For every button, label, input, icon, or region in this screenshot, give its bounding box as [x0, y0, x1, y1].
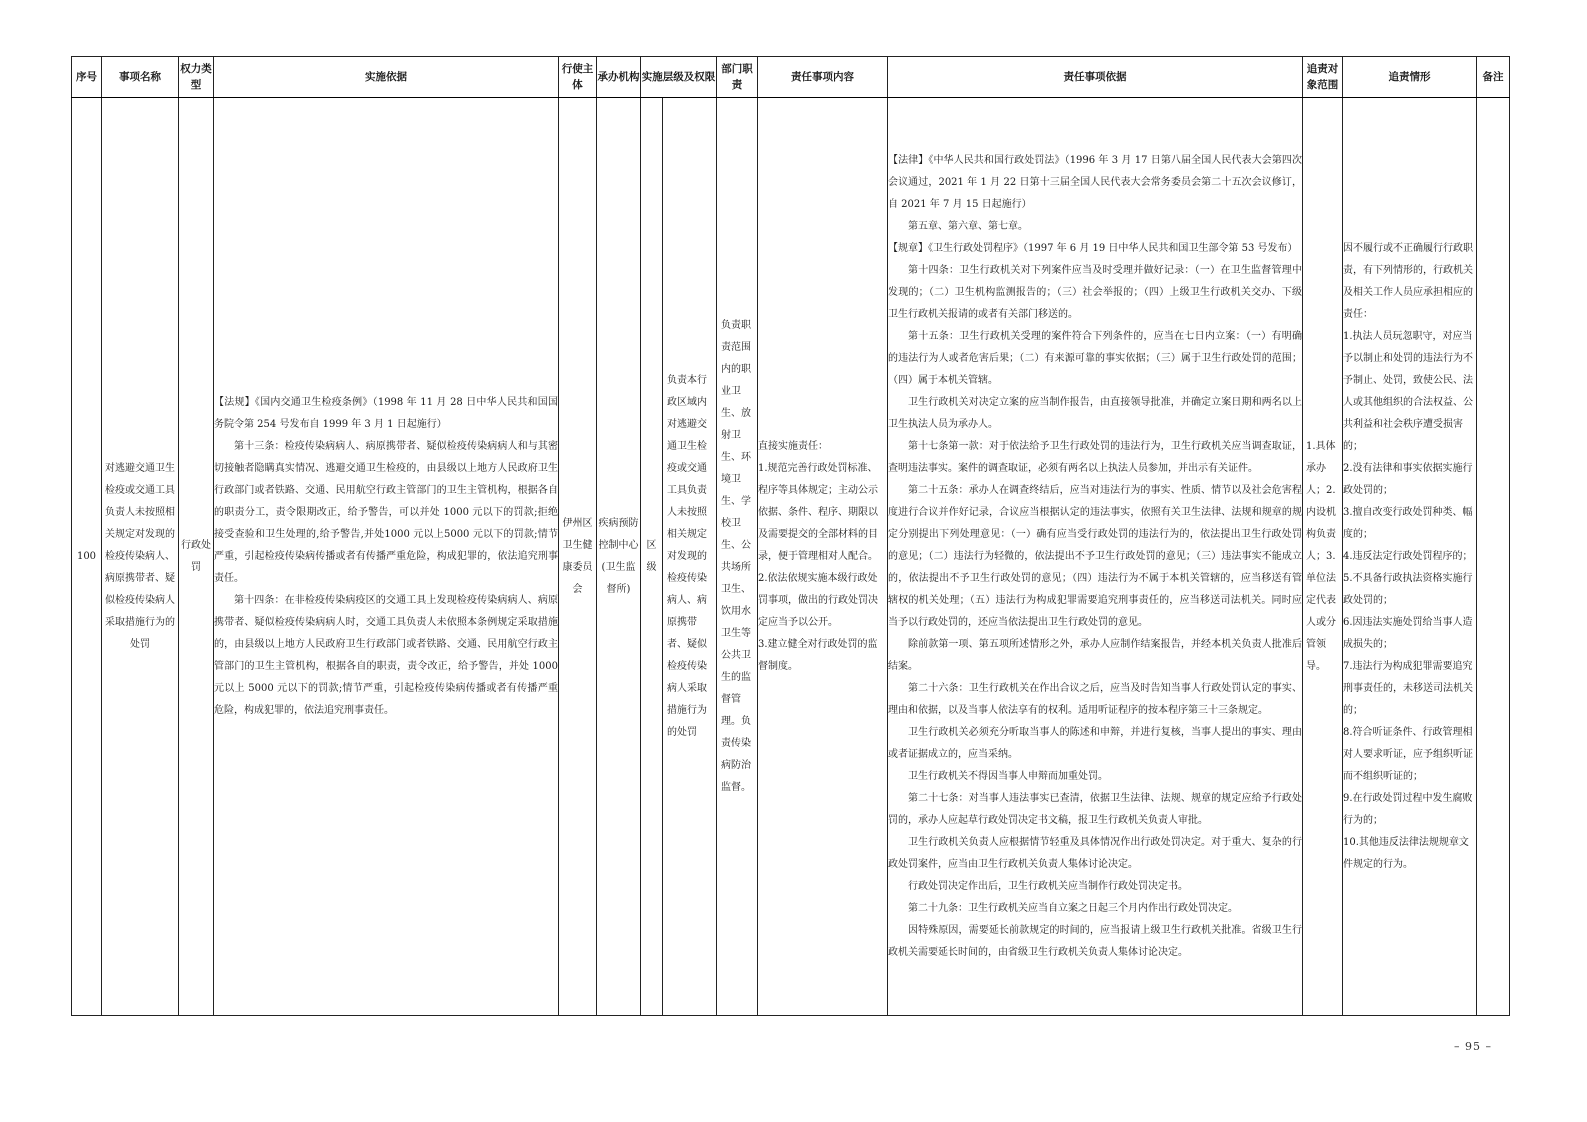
- resp-basis-law: 【法律】《中华人民共和国行政处罚法》（1996 年 3 月 17 日第八届全国人民代表大会第四次会议通过，2021 年 1 月 22 日第十三届全国人民代表大会常务委员会第二十五次会议修订，自 2021 年 7 月 15 日起施行）: [888, 154, 1302, 210]
- resp-basis-rule: 【规章】《卫生行政处罚程序》（1997 年 6 月 19 日中华人民共和国卫生部令第 53 号发布）: [888, 242, 1298, 254]
- cell-scope: 1.具体承办人；2.内设机构负责人；3.单位法定代表人或分管领导。: [1303, 98, 1343, 1016]
- header-resp-content: 责任事项内容: [758, 57, 888, 98]
- header-basis: 实施依据: [214, 57, 559, 98]
- cell-resp-content: [758, 98, 888, 1016]
- basis-source: 【法规】《国内交通卫生检疫条例》（1998 年 11 月 28 日中华人民共和国国务院令第 254 号发布自 1999 年 3 月 1 日起施行）: [214, 396, 558, 430]
- resp-content-title: 直接实施责任：: [758, 440, 828, 452]
- table-header-row: [72, 57, 1510, 98]
- header-subject: 行使主体: [559, 57, 597, 98]
- resp-basis-article-27-2: 卫生行政机关负责人应根据情节轻重及具体情况作出行政处罚决定。对于重大、复杂的行政处罚案件，应当由卫生行政机关负责人集体讨论决定。: [888, 836, 1302, 870]
- cell-level-desc: 负责本行政区域内对逃避交通卫生检疫或交通工具负责人未按照相关规定对发现的检疫传染病人、病原携带者、疑似检疫传染病人采取措施行为的处罚: [663, 98, 717, 1016]
- header-power-type: 权力类型: [179, 57, 214, 98]
- header-item-name: 事项名称: [102, 57, 179, 98]
- resp-basis-article-14: 第十四条：卫生行政机关对下列案件应当及时受理并做好记录：（一）在卫生监督管理中发现的；（二）卫生机构监测报告的；（三）社会举报的；（四）上级卫生行政机关交办、下级卫生行政机关报请的或者有关部门移送的。: [888, 264, 1302, 320]
- situation-item-7: 7.违法行为构成犯罪需要追究刑事责任的，未移送司法机关的；: [1343, 660, 1473, 716]
- page-number: – 95 –: [1454, 1040, 1492, 1053]
- situation-item-6: 6.因违法实施处罚给当事人造成损失的；: [1343, 616, 1473, 650]
- header-dept-duty: 部门职责: [717, 57, 758, 98]
- situation-item-4: 4.违反法定行政处罚程序的；: [1343, 550, 1473, 562]
- resp-basis-article-29: 第二十九条：卫生行政机关应当自立案之日起三个月内作出行政处罚决定。: [908, 902, 1238, 914]
- cell-remark: [1477, 98, 1510, 1016]
- cell-subject: 伊州区卫生健康委员会: [559, 98, 597, 1016]
- situation-item-5: 5.不具备行政执法资格实施行政处罚的；: [1343, 572, 1473, 606]
- cell-level: 区级: [641, 98, 663, 1016]
- resp-basis-article-26-2: 卫生行政机关必须充分听取当事人的陈述和申辩，并进行复核，当事人提出的事实、理由或者证据成立的，应当采纳。: [888, 726, 1302, 760]
- situation-item-1: 1.执法人员玩忽职守，对应当予以制止和处罚的违法行为不予制止、处罚，致使公民、法人或其他组织的合法权益、公共利益和社会秩序遭受损害的；: [1343, 330, 1473, 452]
- situation-item-10: 10.其他违反法律法规规章文件规定的行为。: [1343, 836, 1469, 870]
- header-remark: 备注: [1477, 57, 1510, 98]
- resp-basis-article-15-2: 卫生行政机关对决定立案的应当制作报告，由直接领导批准，并确定立案日期和两名以上卫生执法人员为承办人。: [888, 396, 1302, 430]
- header-agency: 承办机构: [597, 57, 641, 98]
- header-situation: 追责情形: [1343, 57, 1477, 98]
- power-list-table: [71, 56, 1510, 1016]
- resp-basis-article-15: 第十五条：卫生行政机关受理的案件符合下列条件的，应当在七日内立案：（一）有明确的违法行为人或者危害后果；（二）有来源可靠的事实依据；（三）属于卫生行政处罚的范围；（四）属于本机关管辖。: [888, 330, 1302, 386]
- cell-basis: [214, 98, 559, 1016]
- resp-basis-article-27: 第二十七条：对当事人违法事实已查清，依据卫生法律、法规、规章的规定应给予行政处罚的，承办人应起草行政处罚决定书文稿，报卫生行政机关负责人审批。: [888, 792, 1302, 826]
- situation-item-8: 8.符合听证条件、行政管理相对人要求听证，应予组织听证而不组织听证的；: [1343, 726, 1473, 782]
- table-row: [72, 98, 1510, 1016]
- header-seq: 序号: [72, 57, 102, 98]
- cell-power-type: 行政处罚: [179, 98, 214, 1016]
- resp-basis-article-27-3: 行政处罚决定作出后，卫生行政机关应当制作行政处罚决定书。: [908, 880, 1188, 892]
- cell-situation: [1343, 98, 1477, 1016]
- cell-resp-basis: [888, 98, 1303, 1016]
- header-resp-basis: 责任事项依据: [888, 57, 1303, 98]
- resp-basis-article-29-2: 因特殊原因，需要延长前款规定的时间的，应当报请上级卫生行政机关批准。省级卫生行政机关需要延长时间的，由省级卫生行政机关负责人集体讨论决定。: [888, 924, 1302, 958]
- situation-intro: 因不履行或不正确履行行政职责，有下列情形的，行政机关及相关工作人员应承担相应的责任：: [1343, 242, 1473, 320]
- resp-basis-article-26: 第二十六条：卫生行政机关在作出合议之后，应当及时告知当事人行政处罚认定的事实、理由和依据，以及当事人依法享有的权利。适用听证程序的按本程序第三十三条规定。: [888, 682, 1302, 716]
- resp-content-item-1: 1.规范完善行政处罚标准、程序等具体规定；主动公示依据、条件、程序、期限以及需要提交的全部材料的目录，便于管理相对人配合。: [758, 462, 878, 562]
- resp-basis-article-25-2: 除前款第一项、第五项所述情形之外，承办人应制作结案报告，并经本机关负责人批准后结案。: [888, 638, 1302, 672]
- resp-basis-article-25: 第二十五条：承办人在调查终结后，应当对违法行为的事实、性质、情节以及社会危害程度进行合议并作好记录，合议应当根据认定的违法事实，依照有关卫生法律、法规和规章的规定分别提出下列处理意见：（一）确有应当受行政处罚的违法行为的，依法提出卫生行政处罚的意见；（二）违法行为轻微的，依法提出不予卫生行政处罚的意见；（三）违法事实不能成立的，依法提出不予卫生行政处罚的意见；（四）违法行为不属于本机关管辖的，应当移送有管辖权的机关处理；（五）违法行为构成犯罪需要追究刑事责任的，应当移送司法机关。同时应当予以行政处罚的，还应当依法提出卫生行政处罚的意见。: [888, 484, 1302, 628]
- header-level: 实施层级及权限: [641, 57, 717, 98]
- cell-item-name: 对逃避交通卫生检疫或交通工具负责人未按照相关规定对发现的检疫传染病人、病原携带者、疑似检疫传染病人采取措施行为的处罚: [102, 98, 179, 1016]
- basis-article-13: 第十三条：检疫传染病病人、病原携带者、疑似检疫传染病病人和与其密切接触者隐瞒真实情况、逃避交通卫生检疫的，由县级以上地方人民政府卫生行政部门或者铁路、交通、民用航空行政主管部门的卫生主管机构，根据各自的职责分工，责令限期改正，给予警告，可以并处 1000 元以下的罚款;拒绝接受查验和卫生处理的,给予警告,并处1000 元以上5000 元以下的罚款;情节严重，引起检疫传染病传播或者有传播严重危险，构成犯罪的，依法追究刑事责任。: [214, 440, 558, 584]
- situation-item-2: 2.没有法律和事实依据实施行政处罚的；: [1343, 462, 1473, 496]
- cell-seq: 100: [72, 98, 102, 1016]
- situation-item-9: 9.在行政处罚过程中发生腐败行为的；: [1343, 792, 1473, 826]
- cell-agency: 疾病预防控制中心(卫生监督所): [597, 98, 641, 1016]
- situation-item-3: 3.擅自改变行政处罚种类、幅度的；: [1343, 506, 1473, 540]
- cell-dept-duty: 负责职责范围内的职业卫生、放射卫生、环境卫生、学校卫生、公共场所卫生、饮用水卫生等公共卫生的监督管理。负责传染病防治监督。: [717, 98, 758, 1016]
- resp-basis-chapters: 第五章、第六章、第七章。: [908, 220, 1028, 232]
- resp-content-item-2: 2.依法依规实施本级行政处罚事项，做出的行政处罚决定应当予以公开。: [758, 572, 878, 628]
- basis-article-14: 第十四条：在非检疫传染病疫区的交通工具上发现检疫传染病病人、病原携带者、疑似检疫传染病病人时，交通工具负责人未依照本条例规定采取措施的，由县级以上地方人民政府卫生行政部门或者铁路、交通、民用航空行政主管部门的卫生主管机构，根据各自的职责，责令改正，给予警告，并处 1000 元以上 5000 元以下的罚款;情节严重，引起检疫传染病传播或者有传播严重危险，构成犯罪的，依法追究刑事责任。: [214, 594, 558, 716]
- resp-basis-article-26-3: 卫生行政机关不得因当事人申辩而加重处罚。: [908, 770, 1108, 782]
- resp-basis-article-17: 第十七条第一款：对于依法给予卫生行政处罚的违法行为，卫生行政机关应当调查取证，查明违法事实。案件的调查取证，必须有两名以上执法人员参加，并出示有关证件。: [888, 440, 1302, 474]
- resp-content-item-3: 3.建立健全对行政处罚的监督制度。: [758, 638, 878, 672]
- header-scope: 追责对象范围: [1303, 57, 1343, 98]
